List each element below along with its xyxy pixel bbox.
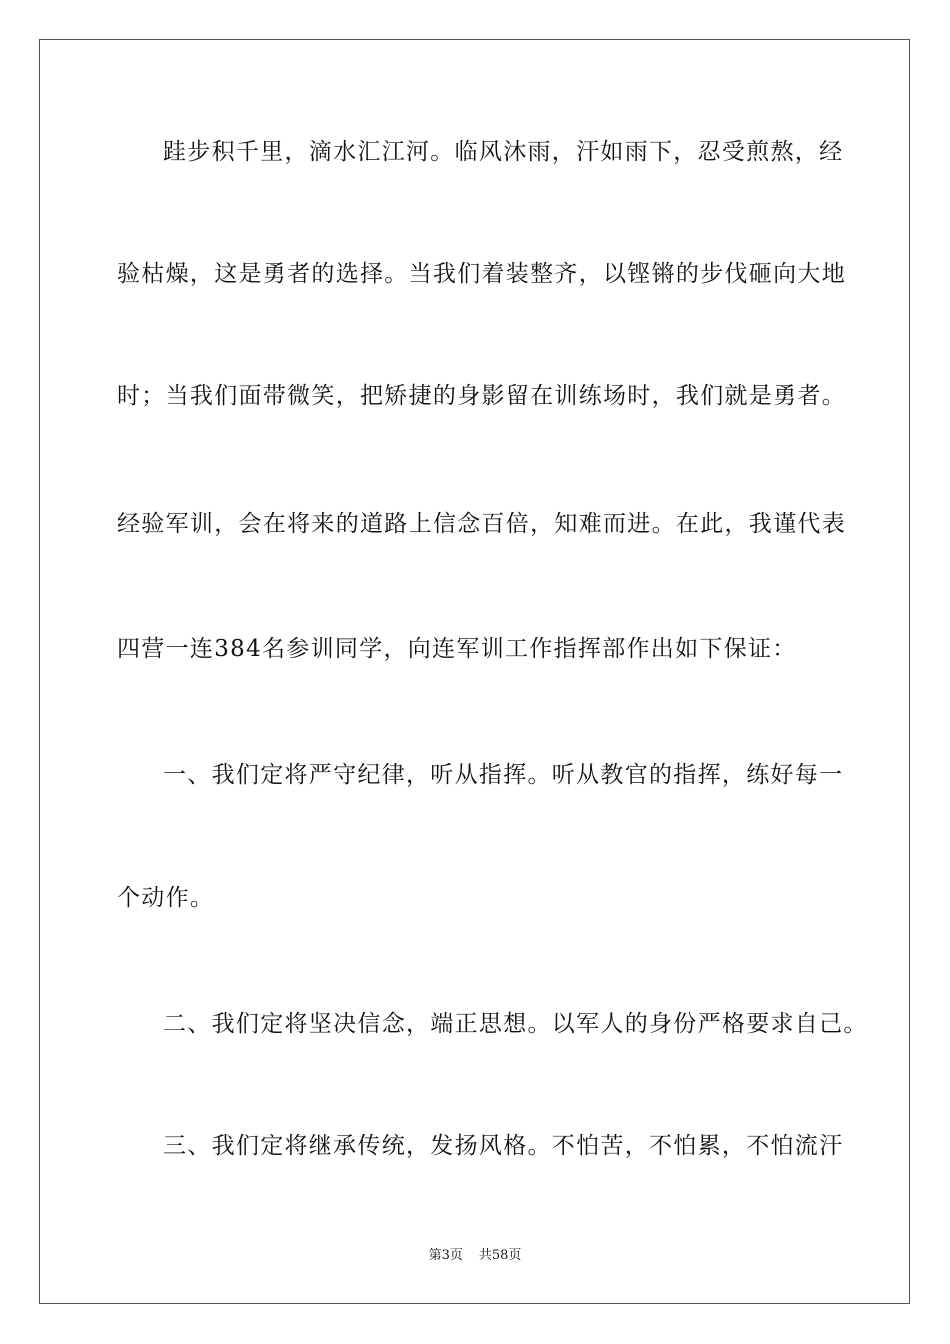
paragraph-line: 验枯燥，这是勇者的选择。当我们着装整齐，以铿锵的步伐砸向大地 xyxy=(117,261,846,287)
page-total: 共58页 xyxy=(478,1248,522,1263)
page-number: 第3页 xyxy=(428,1248,463,1263)
page-border xyxy=(39,39,910,1304)
paragraph-line: 三、我们定将继承传统，发扬风格。不怕苦，不怕累，不怕流汗 xyxy=(163,1133,844,1159)
paragraph-line: 一、我们定将严守纪律，听从指挥。听从教官的指挥，练好每一 xyxy=(163,762,844,788)
paragraph-line: 经验军训，会在将来的道路上信念百倍，知难而进。在此，我谨代表 xyxy=(117,511,846,537)
paragraph-line: 时；当我们面带微笑，把矫捷的身影留在训练场时，我们就是勇者。 xyxy=(117,383,846,409)
paragraph-line: 个动作。 xyxy=(117,885,215,911)
paragraph-line: 跬步积千里，滴水汇江河。临风沐雨，汗如雨下，忍受煎熬，经 xyxy=(163,139,844,165)
paragraph-line: 四营一连384名参训同学，向连军训工作指挥部作出如下保证： xyxy=(117,636,797,662)
paragraph-line: 二、我们定将坚决信念，端正思想。以军人的身份严格要求自己。 xyxy=(163,1011,868,1037)
page-footer xyxy=(0,1247,950,1265)
